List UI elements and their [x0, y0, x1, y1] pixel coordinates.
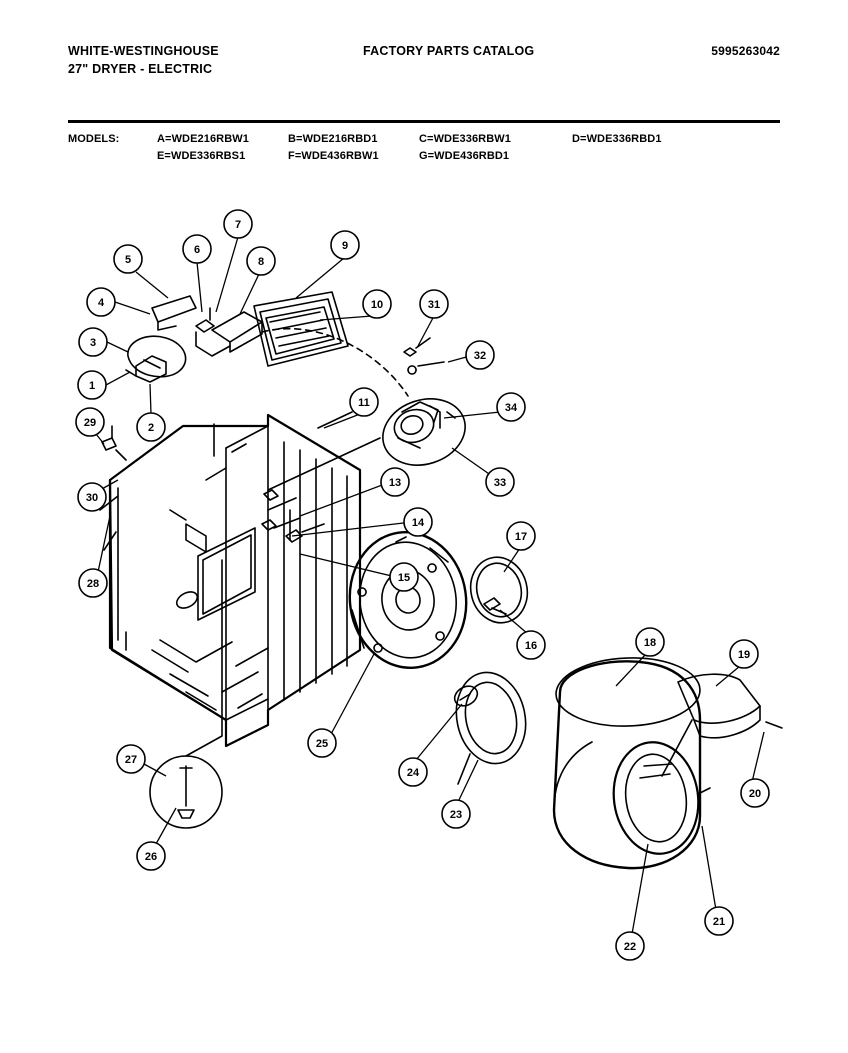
models-row [157, 150, 703, 167]
drum-baffle [662, 674, 782, 776]
callout-number: 25 [315, 738, 329, 750]
callout-number: 13 [388, 477, 402, 489]
brand-name: WHITE-WESTINGHOUSE [68, 44, 219, 58]
callout-25 [308, 729, 336, 757]
callout-number: 19 [737, 649, 751, 661]
model-code: D=WDE336RBD1 [572, 133, 662, 145]
callout-number: 26 [144, 851, 158, 863]
callout-3 [79, 328, 107, 356]
duct-arc [262, 329, 408, 428]
callout-8 [247, 247, 275, 275]
callout-number: 9 [341, 240, 349, 252]
callout-16 [517, 631, 545, 659]
console-and-top-panel [126, 292, 348, 382]
model-code: E=WDE336RBS1 [157, 150, 246, 162]
callout-32 [466, 341, 494, 369]
callout-number: 14 [411, 517, 425, 529]
callout-4 [87, 288, 115, 316]
thermostat-and-harness [262, 438, 380, 542]
model-code: B=WDE216RBD1 [288, 133, 378, 145]
callout-23 [442, 800, 470, 828]
callout-number: 16 [524, 640, 538, 652]
callout-10 [363, 290, 391, 318]
callout-number: 10 [370, 299, 384, 311]
callout-number: 34 [504, 402, 518, 414]
callout-number: 30 [85, 492, 99, 504]
callout-15 [390, 563, 418, 591]
callout-number: 20 [748, 788, 762, 800]
callout-7 [224, 210, 252, 238]
callout-number: 15 [397, 572, 411, 584]
callout-number: 2 [147, 422, 155, 434]
callout-number: 6 [193, 244, 201, 256]
callout-number: 24 [406, 767, 420, 779]
callout-2 [137, 413, 165, 441]
callout-number: 5 [124, 254, 132, 266]
models-row [157, 133, 703, 150]
callout-14 [404, 508, 432, 536]
callout-number: 32 [473, 350, 487, 362]
callout-number: 3 [89, 337, 97, 349]
callout-number: 28 [86, 578, 100, 590]
callout-27 [117, 745, 145, 773]
front-seal-ring [448, 666, 534, 784]
callout-28 [79, 569, 107, 597]
callout-number: 8 [257, 256, 265, 268]
model-code: A=WDE216RBW1 [157, 133, 249, 145]
callout-26 [137, 842, 165, 870]
catalog-title: FACTORY PARTS CATALOG [363, 44, 535, 58]
rear-bulkhead [341, 525, 475, 676]
blower-motor-assembly [374, 389, 474, 476]
page-header [68, 44, 780, 84]
callout-22 [616, 932, 644, 960]
callout-number: 29 [83, 417, 97, 429]
callout-24 [399, 758, 427, 786]
catalog-number: 5995263042 [711, 44, 780, 58]
callout-17 [507, 522, 535, 550]
base-rails [152, 640, 268, 710]
callout-31 [420, 290, 448, 318]
header-divider [68, 120, 780, 123]
callout-5 [114, 245, 142, 273]
callout-19 [730, 640, 758, 668]
callout-number: 22 [623, 941, 637, 953]
callout-20 [741, 779, 769, 807]
callout-number: 31 [427, 299, 441, 311]
callout-number: 21 [712, 916, 726, 928]
callout-18 [636, 628, 664, 656]
models-grid [157, 133, 703, 167]
callout-9 [331, 231, 359, 259]
callout-number: 17 [514, 531, 528, 543]
callout-33 [486, 468, 514, 496]
callout-29 [76, 408, 104, 436]
callout-6 [183, 235, 211, 263]
callout-number: 1 [88, 380, 96, 392]
callout-number: 23 [449, 809, 463, 821]
callout-number: 11 [358, 397, 370, 409]
callout-11 [350, 388, 378, 416]
models-label: MODELS: [68, 133, 120, 145]
callout-layer [76, 210, 769, 960]
dryer-drum [554, 656, 710, 869]
diagram-svg [0, 180, 848, 1040]
callout-number: 27 [124, 754, 138, 766]
model-code: F=WDE436RBW1 [288, 150, 379, 162]
fastener-group-top-right [404, 338, 444, 374]
callout-number: 4 [97, 297, 105, 309]
model-code: C=WDE336RBW1 [419, 133, 511, 145]
idler-ring [464, 551, 534, 629]
model-code: G=WDE436RBD1 [419, 150, 510, 162]
product-description: 27" DRYER - ELECTRIC [68, 62, 213, 76]
callout-13 [381, 468, 409, 496]
callout-1 [78, 371, 106, 399]
callout-30 [78, 483, 106, 511]
callout-34 [497, 393, 525, 421]
callout-number: 18 [643, 637, 657, 649]
callout-21 [705, 907, 733, 935]
left-panel-opening [174, 528, 255, 620]
callout-number: 33 [493, 477, 507, 489]
callout-number: 7 [234, 219, 242, 231]
exploded-parts-diagram [0, 180, 848, 1040]
